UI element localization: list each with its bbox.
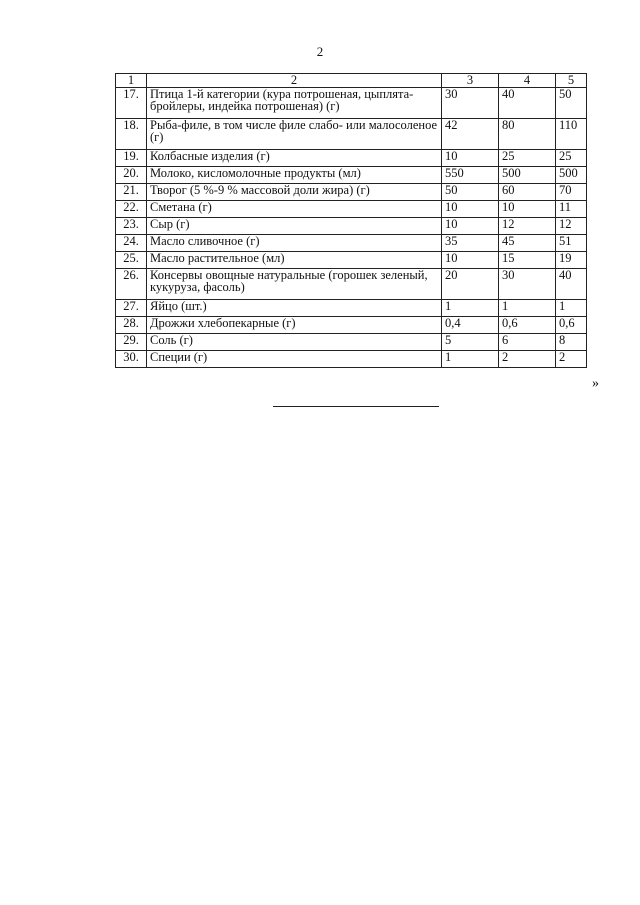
header-cell: 4 xyxy=(499,74,556,88)
row-number: 18. xyxy=(116,119,147,150)
table-row xyxy=(116,150,587,167)
row-name: Яйцо (шт.) xyxy=(147,300,442,317)
row-number: 24. xyxy=(116,235,147,252)
table-row xyxy=(116,119,587,150)
row-number: 20. xyxy=(116,167,147,184)
row-value-col4: 60 xyxy=(499,184,556,201)
row-number: 27. xyxy=(116,300,147,317)
row-value-col5: 12 xyxy=(556,218,587,235)
row-value-col3: 10 xyxy=(442,201,499,218)
row-value-col4: 6 xyxy=(499,334,556,351)
row-number: 19. xyxy=(116,150,147,167)
table-row xyxy=(116,317,587,334)
norms-table xyxy=(115,73,587,368)
row-value-col5: 8 xyxy=(556,334,587,351)
row-value-col3: 42 xyxy=(442,119,499,150)
row-value-col4: 40 xyxy=(499,88,556,119)
table-header-row xyxy=(116,74,587,88)
header-cell: 5 xyxy=(556,74,587,88)
closing-quote: » xyxy=(592,376,599,391)
row-value-col5: 1 xyxy=(556,300,587,317)
table-row xyxy=(116,167,587,184)
row-value-col4: 25 xyxy=(499,150,556,167)
row-name: Творог (5 %-9 % массовой доли жира) (г) xyxy=(147,184,442,201)
table-row xyxy=(116,201,587,218)
row-value-col4: 12 xyxy=(499,218,556,235)
row-value-col3: 10 xyxy=(442,252,499,269)
row-value-col5: 40 xyxy=(556,269,587,300)
row-value-col4: 1 xyxy=(499,300,556,317)
row-name: Масло сливочное (г) xyxy=(147,235,442,252)
row-value-col3: 5 xyxy=(442,334,499,351)
row-value-col4: 2 xyxy=(499,351,556,368)
row-value-col5: 50 xyxy=(556,88,587,119)
end-divider-line xyxy=(273,406,439,407)
row-value-col5: 51 xyxy=(556,235,587,252)
row-value-col5: 0,6 xyxy=(556,317,587,334)
row-value-col5: 2 xyxy=(556,351,587,368)
row-value-col5: 19 xyxy=(556,252,587,269)
table-row xyxy=(116,351,587,368)
row-value-col3: 30 xyxy=(442,88,499,119)
row-number: 29. xyxy=(116,334,147,351)
row-value-col3: 35 xyxy=(442,235,499,252)
header-cell: 2 xyxy=(147,74,442,88)
row-value-col3: 1 xyxy=(442,300,499,317)
row-value-col4: 30 xyxy=(499,269,556,300)
table-row xyxy=(116,334,587,351)
row-name: Масло растительное (мл) xyxy=(147,252,442,269)
row-value-col4: 10 xyxy=(499,201,556,218)
row-name: Рыба-филе, в том числе филе слабо- или малосоленое (г) xyxy=(147,119,442,150)
header-cell: 3 xyxy=(442,74,499,88)
row-value-col5: 25 xyxy=(556,150,587,167)
row-name: Сметана (г) xyxy=(147,201,442,218)
row-name: Птица 1-й категории (кура потрошеная, цыплята-бройлеры, индейка потрошеная) (г) xyxy=(147,88,442,119)
table-row xyxy=(116,300,587,317)
table-row xyxy=(116,88,587,119)
row-value-col3: 20 xyxy=(442,269,499,300)
row-value-col4: 45 xyxy=(499,235,556,252)
row-name: Колбасные изделия (г) xyxy=(147,150,442,167)
row-number: 28. xyxy=(116,317,147,334)
row-value-col5: 70 xyxy=(556,184,587,201)
table-row xyxy=(116,218,587,235)
row-name: Дрожжи хлебопекарные (г) xyxy=(147,317,442,334)
row-name: Соль (г) xyxy=(147,334,442,351)
row-value-col5: 11 xyxy=(556,201,587,218)
row-value-col3: 550 xyxy=(442,167,499,184)
row-value-col3: 10 xyxy=(442,218,499,235)
row-value-col3: 10 xyxy=(442,150,499,167)
row-number: 21. xyxy=(116,184,147,201)
row-number: 17. xyxy=(116,88,147,119)
row-value-col3: 50 xyxy=(442,184,499,201)
header-cell: 1 xyxy=(116,74,147,88)
row-number: 26. xyxy=(116,269,147,300)
row-value-col4: 80 xyxy=(499,119,556,150)
row-value-col3: 1 xyxy=(442,351,499,368)
row-value-col3: 0,4 xyxy=(442,317,499,334)
row-number: 30. xyxy=(116,351,147,368)
row-name: Специи (г) xyxy=(147,351,442,368)
row-name: Консервы овощные натуральные (горошек зеленый, кукуруза, фасоль) xyxy=(147,269,442,300)
row-name: Сыр (г) xyxy=(147,218,442,235)
row-number: 23. xyxy=(116,218,147,235)
table-row xyxy=(116,184,587,201)
row-number: 25. xyxy=(116,252,147,269)
row-value-col5: 500 xyxy=(556,167,587,184)
row-value-col4: 0,6 xyxy=(499,317,556,334)
row-value-col4: 500 xyxy=(499,167,556,184)
row-value-col4: 15 xyxy=(499,252,556,269)
page-number: 2 xyxy=(316,44,324,59)
row-number: 22. xyxy=(116,201,147,218)
table-row xyxy=(116,269,587,300)
table-row xyxy=(116,252,587,269)
row-value-col5: 110 xyxy=(556,119,587,150)
row-name: Молоко, кисломолочные продукты (мл) xyxy=(147,167,442,184)
table-row xyxy=(116,235,587,252)
